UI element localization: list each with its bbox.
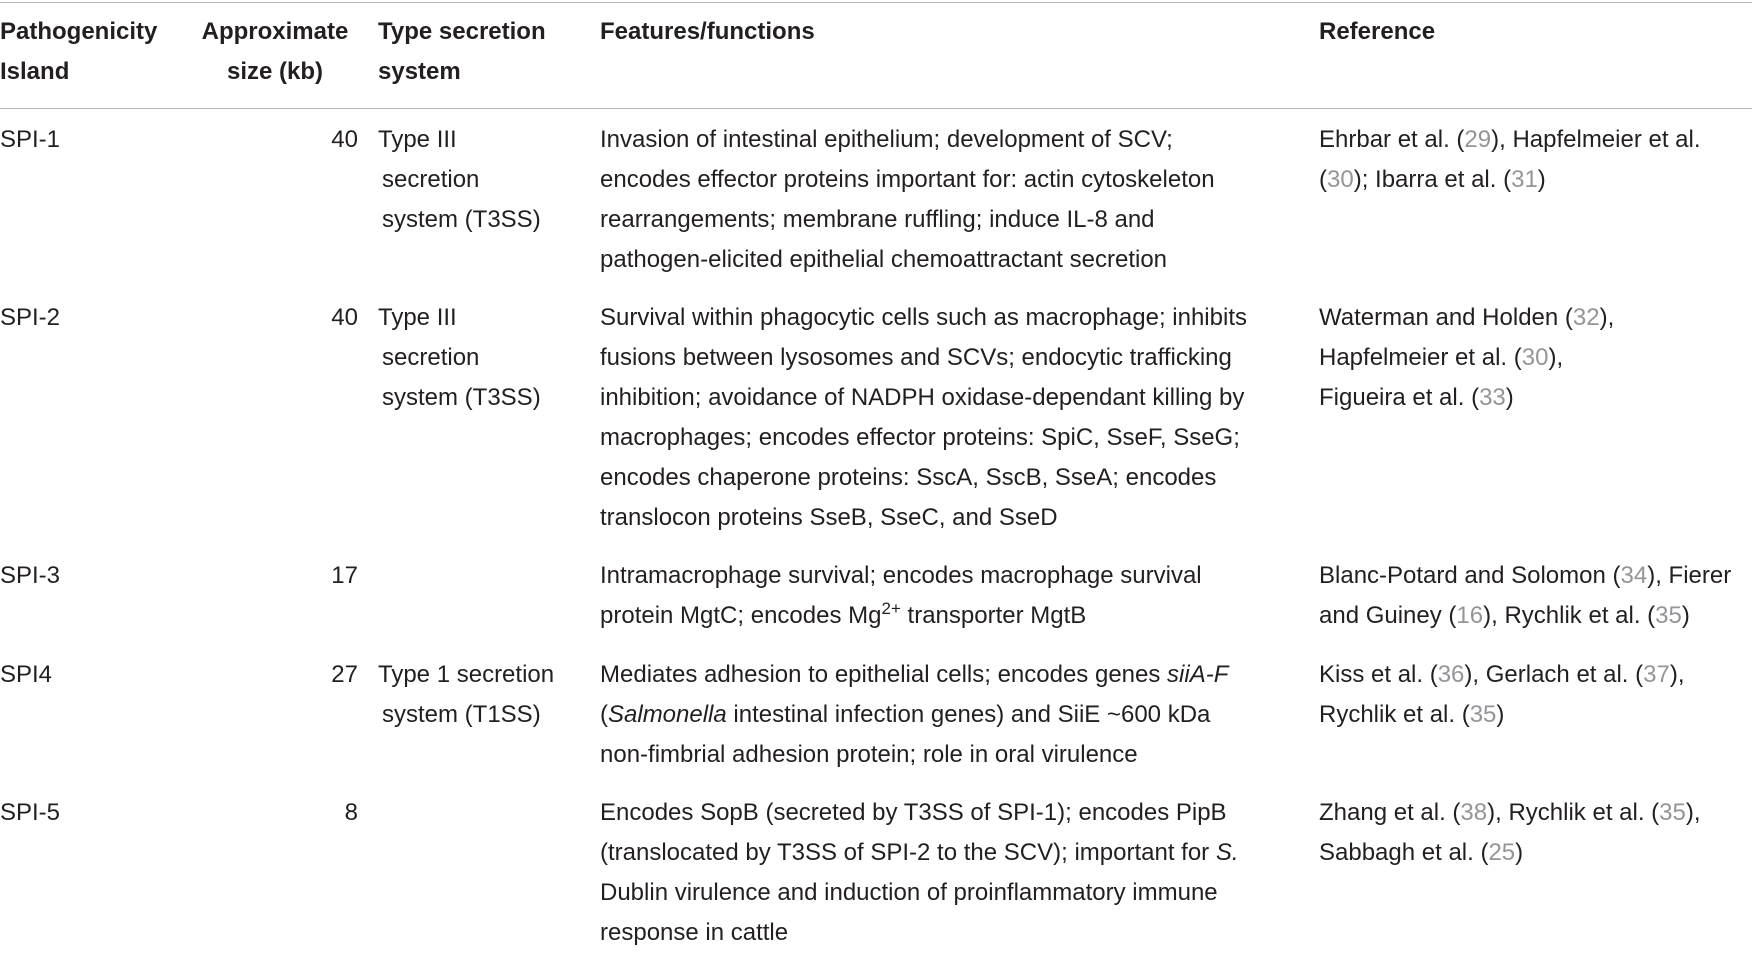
- ref-citation-link[interactable]: 35: [1655, 602, 1682, 629]
- header-reference: Reference: [1319, 18, 1436, 45]
- row-spi4-secretion: Type 1 secretion system (T1SS): [378, 661, 555, 728]
- ref-citation-link[interactable]: 16: [1456, 602, 1484, 629]
- ref-citation-link[interactable]: 38: [1460, 799, 1488, 826]
- row-spi3-size: 17: [331, 562, 358, 589]
- row-spi2-secretion: Type III secretion system (T3SS): [378, 304, 541, 411]
- ref-citation-link[interactable]: 30: [1521, 344, 1549, 371]
- ref-citation-link[interactable]: 29: [1464, 126, 1492, 153]
- ref-citation-link[interactable]: 35: [1469, 701, 1497, 728]
- header-secretion: Type secretion system: [378, 18, 546, 85]
- row-spi5-reference: Zhang et al. (38), Rychlik et al. (35), Sabbagh et al. (25): [1319, 799, 1701, 866]
- row-spi4-size: 27: [331, 661, 358, 688]
- ref-citation-link[interactable]: 34: [1620, 562, 1648, 589]
- header-features: Features/functions: [600, 18, 815, 45]
- ref-citation-link[interactable]: 37: [1643, 661, 1670, 688]
- row-spi4-reference: Kiss et al. (36), Gerlach et al. (37), Rychlik et al. (35): [1319, 661, 1685, 728]
- ref-citation-link[interactable]: 33: [1479, 384, 1506, 411]
- ref-citation-link[interactable]: 31: [1511, 166, 1538, 193]
- row-spi1-secretion: Type III secretion system (T3SS): [378, 126, 541, 233]
- row-spi1-features: Invasion of intestinal epithelium; development of SCV; encodes effector proteins important for: actin cytoskeleton rearrangements; membrane ruffling; induce IL-8 and pathogen-elicited epithelial chemoattractant secretion: [600, 126, 1215, 273]
- row-spi3-reference: Blanc-Potard and Solomon (34), Fierer and Guiney (16), Rychlik et al. (35): [1319, 562, 1732, 629]
- row-spi5-features: Encodes SopB (secreted by T3SS of SPI-1); encodes PipB (translocated by T3SS of SPI-2 to the SCV); important for S. Dublin virulence and induction of proinflammatory immune response in cattle: [600, 799, 1239, 946]
- ref-citation-link[interactable]: 35: [1659, 799, 1686, 826]
- ref-citation-link[interactable]: 32: [1572, 304, 1600, 331]
- row-spi4-island: SPI4: [0, 661, 53, 688]
- header-island: Pathogenicity Island: [0, 18, 158, 85]
- header-size: Approximate size (kb): [201, 18, 349, 85]
- row-spi3-features: Intramacrophage survival; encodes macrophage survival protein MgtC; encodes $Mg^{2+}$ transporter MgtB: [600, 562, 1202, 629]
- row-spi2-reference: Waterman and Holden (32), Hapfelmeier et al. (30), Figueira et al. (33): [1319, 304, 1615, 411]
- row-spi5-island: SPI-5: [0, 799, 61, 826]
- row-spi2-features: Survival within phagocytic cells such as macrophage; inhibits fusions between lysosomes and SCVs; endocytic trafficking inhibition; avoidance of NADPH oxidase-dependant killing by macrophages; encodes effector proteins: SpiC, SseF, SseG; encodes chaperone proteins: SscA, SscB, SseA; encodes translocon proteins SseB, SseC, and SseD: [600, 304, 1247, 531]
- row-spi3-island: SPI-3: [0, 562, 61, 589]
- row-spi2-size: 40: [331, 304, 358, 331]
- row-spi1-reference: Ehrbar et al. (29), Hapfelmeier et al. (30); Ibarra et al. (31): [1319, 126, 1701, 193]
- table-top-rule: [0, 2, 1752, 3]
- ref-citation-link[interactable]: 25: [1488, 839, 1516, 866]
- ref-citation-link[interactable]: 30: [1327, 166, 1354, 193]
- row-spi4-features: Mediates adhesion to epithelial cells; encodes genes siiA-F (Salmonella intestinal infection genes) and SiiE ~600 kDa non-fimbrial adhesion protein; role in oral virulence: [600, 661, 1229, 768]
- row-spi1-island: SPI-1: [0, 126, 61, 153]
- row-spi1-size: 40: [331, 126, 358, 153]
- table-header-rule: [0, 108, 1752, 109]
- ref-citation-link[interactable]: 36: [1437, 661, 1465, 688]
- row-spi5-size: 8: [344, 799, 358, 826]
- row-spi2-island: SPI-2: [0, 304, 61, 331]
